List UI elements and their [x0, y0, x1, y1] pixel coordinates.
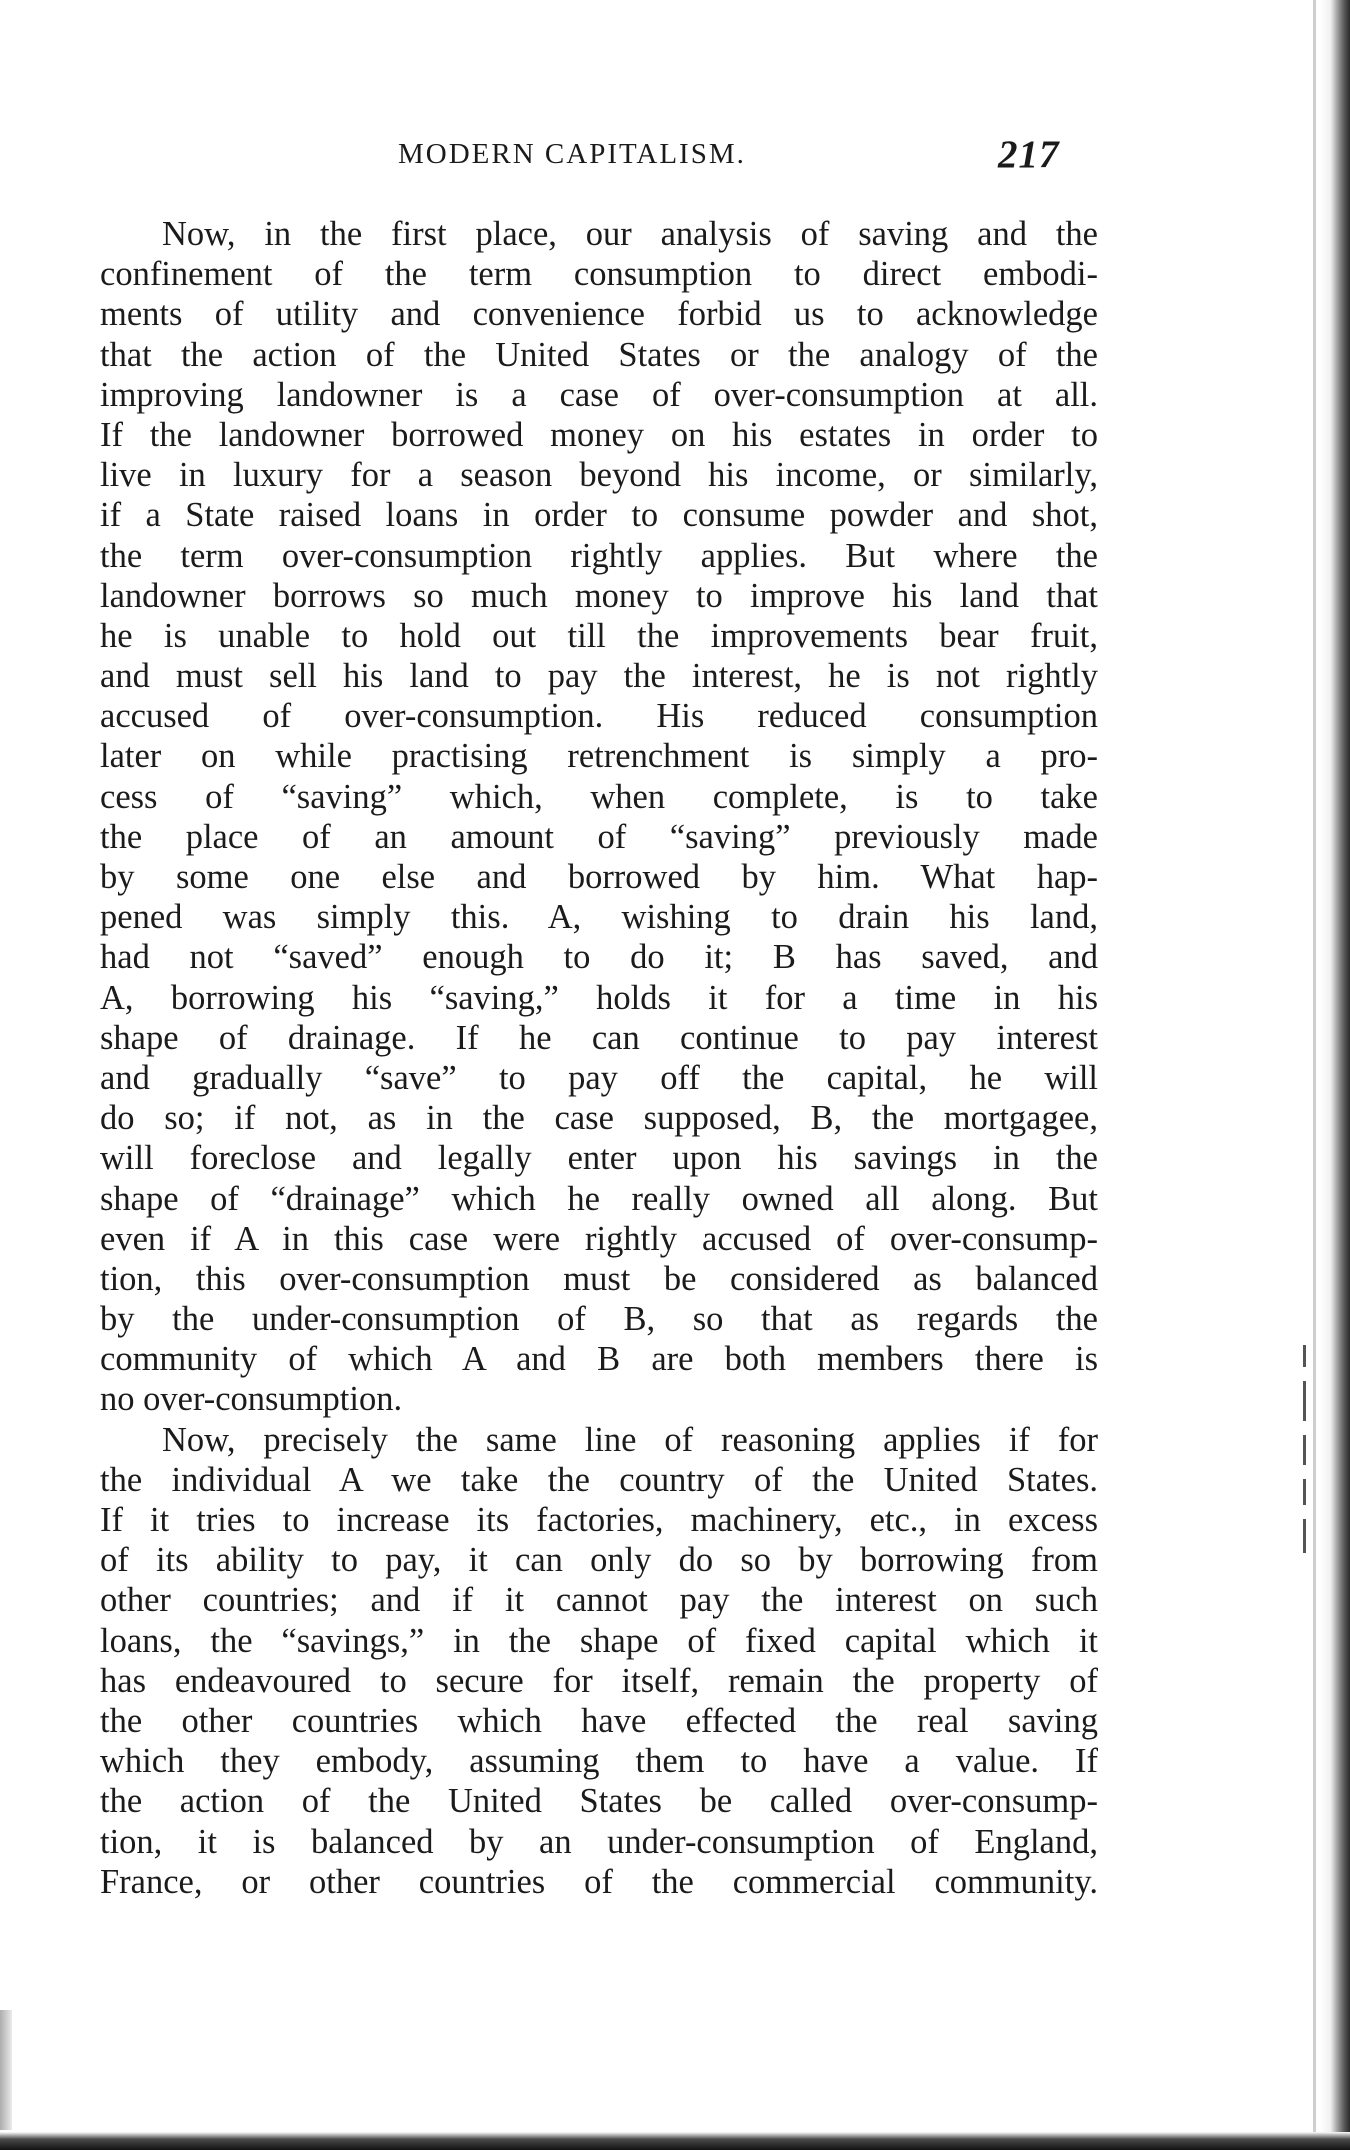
text-line: Now, in the first place, our analysis of saving and the [162, 215, 1098, 253]
paragraph-1 [100, 214, 1098, 1420]
text-line: landowner borrows so much money to improve his land that [100, 576, 1098, 615]
text-line: and must sell his land to pay the interest, he is not rightly [100, 657, 1098, 696]
text-line: confinement of the term consumption to direct embodi- [100, 255, 1098, 294]
text-line: cess of “saving” which, when complete, is to take [100, 777, 1098, 816]
text-line: by the under-consumption of B, so that as regards the [100, 1300, 1098, 1339]
text-line: of its ability to pay, it can only do so by borrowing from [100, 1541, 1098, 1580]
text-line: improving landowner is a case of over-consumption at all. [100, 375, 1098, 414]
text-line: live in luxury for a season beyond his income, or similarly, [100, 456, 1098, 495]
text-line: he is unable to hold out till the improvements bear fruit, [100, 616, 1098, 655]
page-number: 217 [998, 133, 1060, 176]
text-line: had not “saved” enough to do it; B has saved, and [100, 938, 1098, 977]
paragraph-2 [100, 1420, 1098, 1902]
text-line: which they embody, assuming them to have a value. If [100, 1742, 1098, 1781]
text-line: will foreclose and legally enter upon his savings in the [100, 1139, 1098, 1178]
text-line: tion, this over-consumption must be considered as balanced [100, 1259, 1098, 1298]
text-line: has endeavoured to secure for itself, remain the property of [100, 1661, 1098, 1700]
text-line: even if A in this case were rightly accused of over-consump- [100, 1219, 1098, 1258]
text-line: If it tries to increase its factories, machinery, etc., in excess [100, 1501, 1098, 1539]
text-line: ments of utility and convenience forbid us to acknowledge [100, 295, 1098, 334]
text-line: and gradually “save” to pay off the capital, he will [100, 1058, 1098, 1097]
text-line: If the landowner borrowed money on his estates in order to [100, 415, 1098, 454]
text-line: shape of drainage. If he can continue to pay interest [100, 1018, 1098, 1057]
running-head [100, 133, 1100, 188]
binding-shadow-line [1313, 0, 1316, 2150]
bottom-scan-edge [0, 2132, 1350, 2150]
body-text [100, 214, 1098, 1902]
text-line: Now, precisely the same line of reasoning applies if for [162, 1420, 1098, 1459]
text-line: community of which A and B are both members there is [100, 1340, 1098, 1379]
text-line: by some one else and borrowed by him. What hap- [100, 858, 1098, 896]
text-line: other countries; and if it cannot pay the interest on such [100, 1581, 1098, 1620]
binding-edge [1320, 0, 1350, 2150]
text-line: the term over-consumption rightly applies. But where the [100, 536, 1098, 575]
text-line: the individual A we take the country of the United States. [100, 1460, 1098, 1499]
text-line: if a State raised loans in order to consume powder and shot, [100, 496, 1098, 535]
text-line: do so; if not, as in the case supposed, B, the mortgagee, [100, 1099, 1098, 1138]
text-line: pened was simply this. A, wishing to drain his land, [100, 898, 1098, 937]
text-line: no over-consumption. [100, 1380, 403, 1419]
running-title: MODERN CAPITALISM. [398, 138, 746, 170]
text-line: loans, the “savings,” in the shape of fixed capital which it [100, 1621, 1098, 1660]
left-edge-scan-mark [0, 2010, 12, 2130]
text-line: shape of “drainage” which he really owned all along. But [100, 1179, 1098, 1218]
text-line: the action of the United States be called over-consump- [100, 1782, 1098, 1821]
text-line: that the action of the United States or the analogy of the [100, 335, 1098, 374]
text-line: later on while practising retrenchment is simply a pro- [100, 737, 1098, 776]
text-line: accused of over-consumption. His reduced consumption [100, 697, 1098, 736]
text-line: the place of an amount of “saving” previously made [100, 817, 1098, 856]
text-line: tion, it is balanced by an under-consumption of England, [100, 1822, 1098, 1861]
text-line: the other countries which have effected the real saving [100, 1701, 1098, 1740]
text-line: A, borrowing his “saving,” holds it for a time in his [100, 978, 1098, 1017]
text-line: France, or other countries of the commercial community. [100, 1862, 1098, 1901]
